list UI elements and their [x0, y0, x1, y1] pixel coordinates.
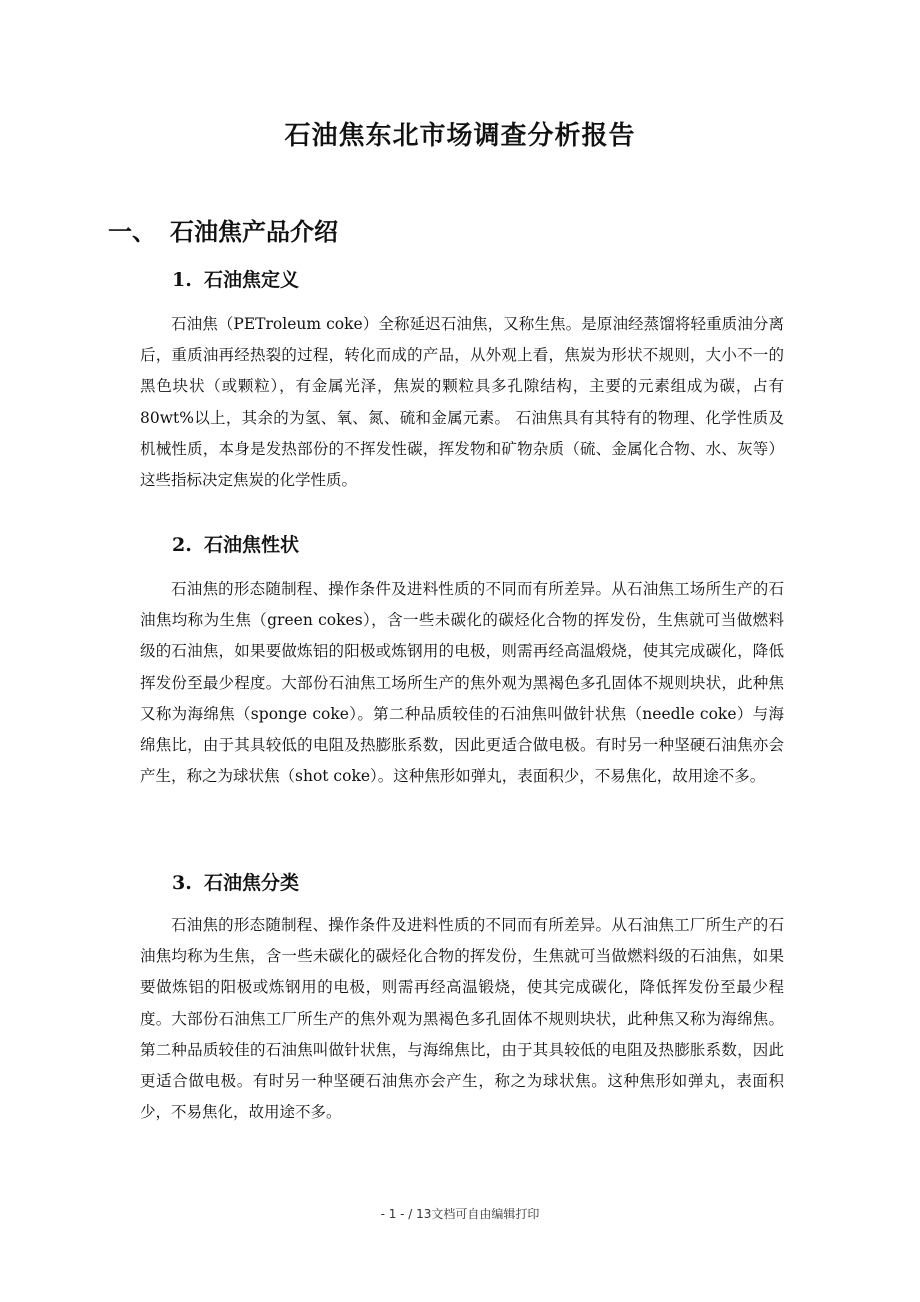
page-footer: - 1 - / 13文档可自由编辑打印 [380, 1207, 540, 1221]
subsection-number: 2. [172, 534, 192, 556]
document-title: 石油焦东北市场调查分析报告 [284, 121, 636, 151]
section-number: 一、 [108, 217, 156, 246]
paragraph-definition: 石油焦（PETroleum coke）全称延迟石油焦，又称生焦。是原油经蒸馏将轻重质油分离后，重质油再经热裂的过程，转化而成的产品，从外观上看，焦炭为形状不规则，大小不一的黑色块状（或颗粒），有金属光泽，焦炭的颗粒具多孔隙结构，主要的元素组成为碳，占有80wt%以上，其余的为氢、氧、氮、硫和金属元素。 石油焦具有其特有的物理、化学性质及机械性质，本身是发热部份的不挥发性碳，挥发物和矿物杂质（硫、金属化合物、水、灰等）这些指标决定焦炭的化学性质。 [140, 315, 784, 490]
subsection-heading-definition [172, 265, 299, 295]
subsection-number: 3. [172, 872, 192, 894]
subsection-number: 1. [172, 269, 192, 291]
paragraph-classification: 石油焦的形态随制程、操作条件及进料性质的不同而有所差异。从石油焦工厂所生产的石油焦均称为生焦，含一些未碳化的碳烃化合物的挥发份，生焦就可当做燃料级的石油焦，如果要做炼铝的阳极或炼钢用的电极，则需再经高温锻烧，使其完成碳化，降低挥发份至最少程度。大部份石油焦工厂所生产的焦外观为黑褐色多孔固体不规则块状，此种焦又称为海绵焦。第二种品质较佳的石油焦叫做针状焦，与海绵焦比，由于其具较低的电阻及热膨胀系数，因此更适合做电极。有时另一种坚硬石油焦亦会产生，称之为球状焦。这种焦形如弹丸，表面积少，不易焦化，故用途不多。 [140, 916, 784, 1122]
paragraph-properties: 石油焦的形态随制程、操作条件及进料性质的不同而有所差异。从石油焦工场所生产的石油焦均称为生焦（green cokes），含一些未碳化的碳烃化合物的挥发份，生焦就可当做燃料级的石油焦，如果要做炼铝的阳极或炼钢用的电极，则需再经高温煅烧，使其完成碳化，降低挥发份至最少程度。大部份石油焦工场所生产的焦外观为黑褐色多孔固体不规则块状，此种焦又称为海绵焦（sponge coke）。第二种品质较佳的石油焦叫做针状焦（needle coke）与海绵焦比，由于其具较低的电阻及热膨胀系数，因此更适合做电极。有时另一种坚硬石油焦亦会产生，称之为球状焦（shot coke）。这种焦形如弹丸，表面积少，不易焦化，故用途不多。 [140, 580, 784, 786]
subsection-title: 石油焦分类 [204, 872, 300, 894]
subsection-heading-classification [172, 868, 299, 898]
section-heading-1 [108, 214, 338, 250]
subsection-title: 石油焦性状 [204, 534, 300, 556]
subsection-heading-properties [172, 530, 299, 560]
subsection-title: 石油焦定义 [204, 269, 300, 291]
section-title: 石油焦产品介绍 [170, 217, 338, 246]
